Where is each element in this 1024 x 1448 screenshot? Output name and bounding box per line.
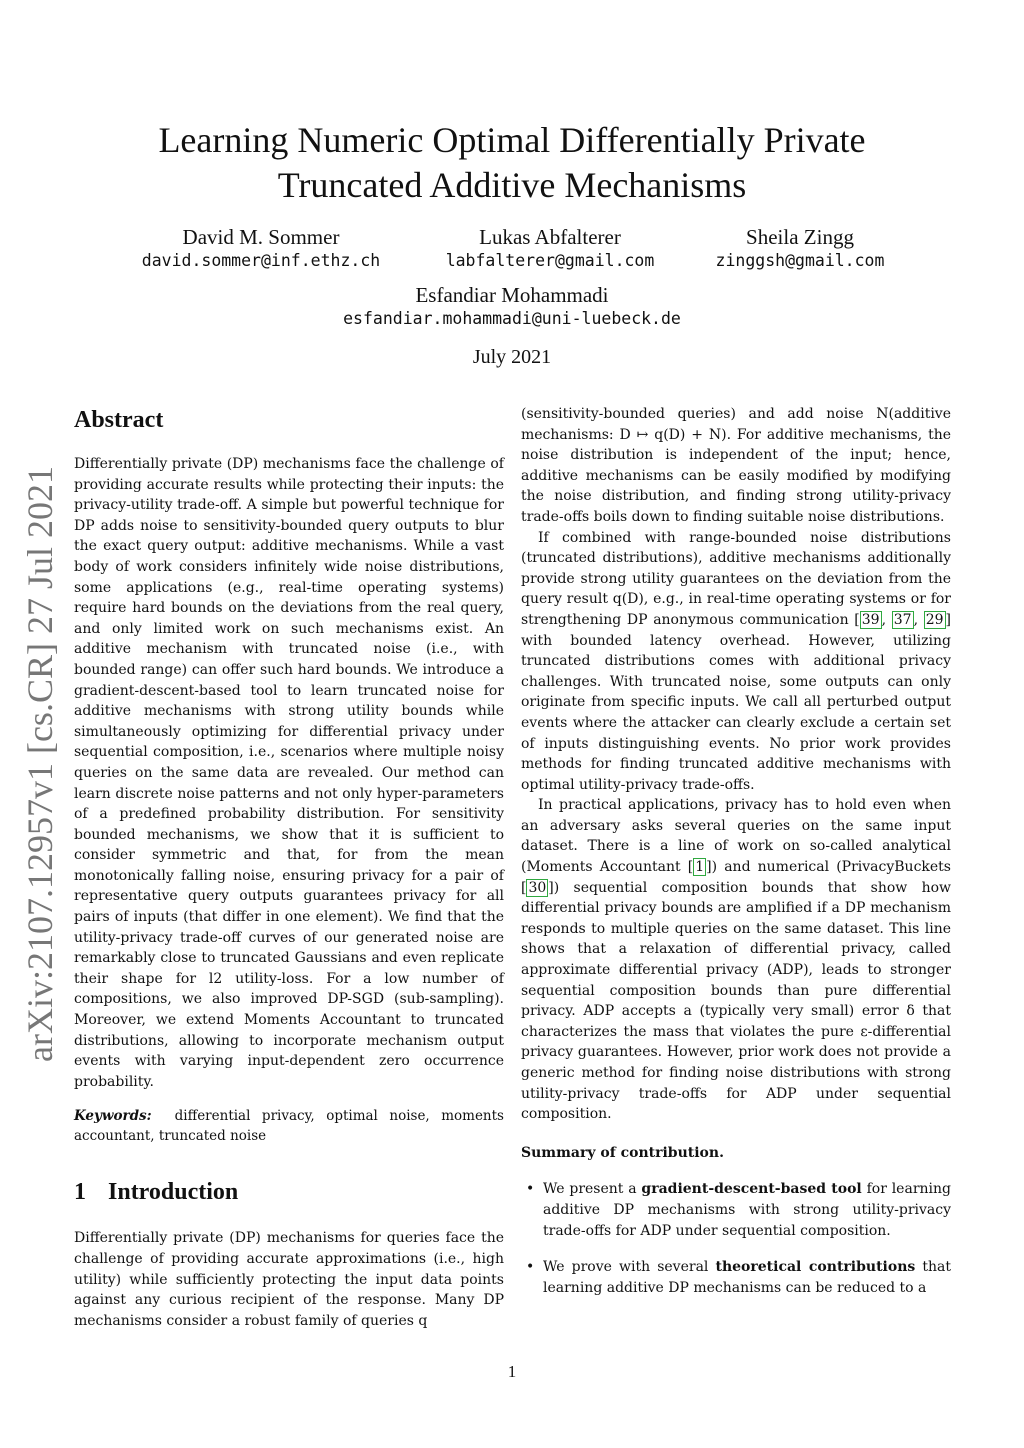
section-title: Introduction bbox=[108, 1179, 239, 1206]
bullet-text: that learning additive DP mechanisms can be reduced to a bbox=[543, 1259, 951, 1296]
citation-link[interactable]: 1 bbox=[695, 859, 705, 876]
title-line-2: Truncated Additive Mechanisms bbox=[277, 165, 747, 205]
right-column bbox=[521, 404, 951, 1314]
author-name: Sheila Zingg bbox=[746, 225, 854, 249]
bullet-text: for learning additive DP mechanisms with strong utility-privacy trade-offs for ADP under sequential composition. bbox=[543, 1181, 951, 1239]
section-number: 1 bbox=[74, 1179, 86, 1206]
intro-paragraph-2: If combined with range-bounded noise distributions (truncated distributions), additive mechanisms additionally provide strong utility guarantees on the deviation from the query result q(D), e.g., in real-time operating systems or for strengthening DP anonymous communication [ 39 , 37 , 29 ] with bounded latency overhead. However, utilizing truncated distributions comes with additional privacy challenges. With truncated noise, some outputs can only originate from specific inputs. We call all perturbed output events where the attacker can clearly exclude a certain set of inputs distinguishing events. No prior work provides methods for finding truncated additive mechanisms with optimal utility-privacy trade-offs. bbox=[521, 529, 952, 793]
p3-text-a: In practical applications, privacy has to hold even when an adversary asks several queries on the same input dataset. There is a line of work on so-called analytical (Moments Accountant bbox=[521, 797, 951, 876]
author-email[interactable]: david.sommer@inf.ethz.ch bbox=[141, 251, 381, 270]
bullet-emphasis: gradient-descent-based tool bbox=[641, 1181, 862, 1198]
citation-link[interactable]: 30 bbox=[528, 879, 547, 896]
author-email[interactable]: labfalterer@gmail.com bbox=[445, 251, 655, 270]
author-email[interactable]: esfandiar.mohammadi@uni-luebeck.de bbox=[343, 309, 681, 328]
p2-text-a: If combined with range-bounded noise distributions (truncated distributions), additive mechanisms additionally provide strong utility guarantees on the deviation from the query result q(D), e.g., in real-time operating systems or for strengthening DP anonymous communication bbox=[521, 529, 951, 628]
citation-link[interactable]: 29 bbox=[925, 611, 944, 628]
author-3 bbox=[690, 224, 910, 272]
left-column bbox=[74, 404, 504, 1331]
author-1 bbox=[100, 224, 422, 272]
p3-text-b: ) and numerical (PrivacyBuckets bbox=[711, 859, 951, 876]
p2-text-b: with bounded latency overhead. However, utilizing truncated distributions comes with additional privacy challenges. With truncated noise, some outputs can only originate from specific inputs. We call all perturbed output events where the attacker can clearly exclude a certain set of inputs distinguishing events. No prior work provides methods for finding truncated additive mechanisms with optimal utility-privacy trade-offs. bbox=[521, 632, 951, 793]
summary-heading: Summary of contribution. bbox=[521, 1144, 724, 1161]
intro-paragraph-3: In practical applications, privacy has to hold even when an adversary asks several queries on the same input dataset. There is a line of work on so-called analytical (Moments Accountant [ 1 ]) and numerical (PrivacyBuckets [ 30 ]) sequential composition bounds that show how differential privacy bounds are amplified if a DP mechanism responds to multiple queries on the same dataset. This line shows that a relaxation of differential privacy, called approximate differential privacy (ADP), leads to stronger sequential composition bounds than pure differential privacy. ADP accepts a (typically very small) error δ that characterizes the mass that violates the pure ε-differential privacy guarantees. However, prior work does not provide a generic method for finding noise distributions with strong utility-privacy trade-offs for ADP under sequential composition. bbox=[521, 797, 951, 1123]
author-email[interactable]: zinggsh@gmail.com bbox=[715, 251, 885, 270]
intro-paragraph-1-end: (sensitivity-bounded queries) and add noise N(additive mechanisms: D ↦ q(D) + N). For additive mechanisms, the noise distribution is independent of the input; hence, additive mechanisms can be easily modified by modifying the noise distribution, and finding strong utility-privacy trade-offs boils down to finding suitable noise distributions. bbox=[521, 406, 951, 525]
bullet-text: We prove with several bbox=[543, 1259, 716, 1276]
keywords-text: differential privacy, optimal noise, moments accountant, truncated noise bbox=[74, 1108, 504, 1145]
author-name: Lukas Abfalterer bbox=[479, 225, 621, 249]
contribution-bullet-2 bbox=[521, 1257, 951, 1298]
author-name: Esfandiar Mohammadi bbox=[415, 283, 609, 307]
title-line-1: Learning Numeric Optimal Differentially Private bbox=[158, 120, 866, 160]
page-number: 1 bbox=[507, 1362, 517, 1381]
arxiv-sidebar-stamp: arXiv:2107.12957v1 [cs.CR] 27 Jul 2021 bbox=[20, 466, 60, 1062]
section-heading-introduction bbox=[74, 1176, 504, 1208]
paper-date: July 2021 bbox=[472, 346, 552, 368]
intro-paragraph-1-start: Differentially private (DP) mechanisms for queries face the challenge of providing accurate approximations (i.e., high utility) while sufficiently protecting the input data points against any curious recipient of the response. Many DP mechanisms consider a robust family of queries q bbox=[74, 1230, 504, 1329]
abstract-text: Differentially private (DP) mechanisms face the challenge of providing accurate results while protecting their inputs: the privacy-utility trade-off. A simple but powerful technique for DP adds noise to sensitivity-bounded query outputs to blur the exact query output: additive mechanisms. While a vast body of work considers infinitely wide noise distributions, some applications (e.g., real-time operating systems) require hard bounds on the deviations from the real query, and only limited work on such mechanisms exist. An additive mechanism with truncated noise (i.e., with bounded range) can offer such hard bounds. We introduce a gradient-descent-based tool to learn truncated noise for additive mechanisms with strong utility bounds while simultaneously optimizing for differential privacy under sequential composition, i.e., scenarios where multiple noisy queries on the same data are revealed. Our method can learn discrete noise patterns and not only hyper-parameters of a predefined probability distribution. For sensitivity bounded mechanisms, we show that it is sufficient to consider symmetric and that, for from the mean monotonically falling noise, ensuring privacy for a pair of representative query outputs guarantees privacy for all pairs of inputs (that differ in one element). We find that the utility-privacy trade-off curves of our generated noise are remarkably close to truncated Gaussians and even replicate their shape for l2 utility-loss. For a low number of compositions, we also improved DP-SGD (sub-sampling). Moreover, we extend Moments Accountant to truncated distributions, allowing to incorporate mechanism output events with varying input-dependent zero occurrence probability. bbox=[74, 456, 504, 1090]
p3-text-c: ) sequential composition bounds that show how differential privacy bounds are amplified if a DP mechanism responds to multiple queries on the same dataset. This line shows that a relaxation of differential privacy, called approximate differential privacy (ADP), leads to stronger sequential composition bounds than pure differential privacy. ADP accepts a (typically very small) error δ that characterizes the mass that violates the pure ε-differential privacy guarantees. However, prior work does not provide a generic method for finding noise distributions with strong utility-privacy trade-offs for ADP under sequential composition. bbox=[521, 879, 951, 1123]
bullet-emphasis: theoretical contributions bbox=[715, 1259, 916, 1276]
bullet-text: We present a bbox=[543, 1181, 642, 1198]
citation-link[interactable]: 37 bbox=[893, 611, 912, 628]
citation-link[interactable]: 39 bbox=[861, 611, 880, 628]
keywords bbox=[74, 1106, 504, 1146]
author-2 bbox=[422, 224, 678, 272]
abstract-heading: Abstract bbox=[74, 407, 164, 433]
keywords-label: Keywords: bbox=[74, 1108, 152, 1125]
author-name: David M. Sommer bbox=[182, 225, 340, 249]
contribution-bullet-1 bbox=[521, 1179, 951, 1241]
author-4 bbox=[262, 282, 762, 330]
paper-title bbox=[0, 118, 1024, 208]
